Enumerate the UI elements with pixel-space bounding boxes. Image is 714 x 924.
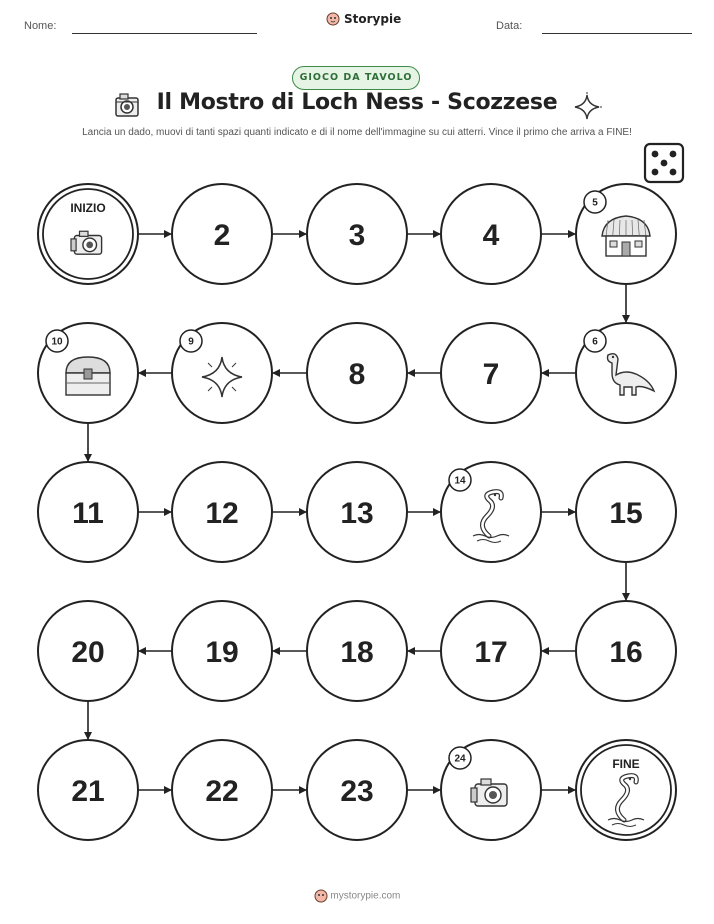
cell-number-badge-label: 5 bbox=[592, 197, 598, 209]
cottage-icon bbox=[602, 216, 650, 256]
board-cell bbox=[576, 184, 676, 284]
board-cell bbox=[307, 462, 407, 562]
footer-url: mystorypie.com bbox=[330, 890, 401, 902]
brand-name: Storypie bbox=[344, 12, 402, 26]
cell-number-badge-label: 14 bbox=[454, 475, 466, 487]
cell-number: 20 bbox=[71, 636, 105, 669]
cell-number: 15 bbox=[609, 497, 643, 530]
cell-number: 3 bbox=[348, 219, 366, 252]
start-label: INIZIO bbox=[70, 201, 106, 215]
cell-number: 11 bbox=[72, 497, 104, 530]
cell-number: 12 bbox=[205, 497, 239, 530]
board-cell bbox=[307, 601, 407, 701]
cell-number: 22 bbox=[205, 775, 239, 808]
board-cell bbox=[172, 462, 272, 562]
sparkle-icon bbox=[202, 357, 242, 397]
cell-number: 8 bbox=[348, 358, 366, 391]
board-cell bbox=[172, 740, 272, 840]
end-cell bbox=[576, 740, 676, 840]
board-cell bbox=[172, 601, 272, 701]
cell-number: 16 bbox=[609, 636, 643, 669]
board-cell bbox=[172, 184, 272, 284]
cell-number: 7 bbox=[482, 358, 500, 391]
board-cell bbox=[576, 462, 676, 562]
category-badge: GIOCO DA TAVOLO bbox=[292, 66, 420, 90]
board-cell bbox=[441, 601, 541, 701]
board-cell bbox=[307, 323, 407, 423]
board-cell bbox=[441, 740, 541, 840]
board-cell bbox=[307, 184, 407, 284]
cell-number-badge-label: 9 bbox=[188, 336, 194, 348]
cell-number-badge-label: 24 bbox=[454, 753, 466, 765]
cell-number: 2 bbox=[213, 219, 231, 252]
cell-number-badge-label: 10 bbox=[51, 336, 63, 348]
page-title: Il Mostro di Loch Ness - Scozzese bbox=[156, 90, 558, 115]
board-cell bbox=[441, 323, 541, 423]
start-cell bbox=[38, 184, 138, 284]
treasure-chest-icon bbox=[66, 357, 110, 395]
cell-number: 17 bbox=[474, 636, 508, 669]
cell-number: 4 bbox=[482, 219, 500, 252]
board-cell bbox=[441, 462, 541, 562]
board-cell bbox=[38, 323, 138, 423]
cell-number: 21 bbox=[71, 775, 105, 808]
instructions: Lancia un dado, muovi di tanti spazi quanti indicato e di il nome dell'immagine su cui atterri. Vince il primo che arriva a FINE! bbox=[82, 127, 632, 138]
board-cell bbox=[441, 184, 541, 284]
board-cell bbox=[38, 740, 138, 840]
cell-number: 13 bbox=[340, 497, 374, 530]
name-label: Nome: bbox=[24, 20, 57, 32]
board-cell bbox=[38, 462, 138, 562]
cell-number-badge-label: 6 bbox=[592, 336, 598, 348]
storypie-logo-icon bbox=[314, 889, 328, 903]
footer bbox=[0, 889, 714, 903]
date-label: Data: bbox=[496, 20, 523, 32]
board-cell bbox=[38, 601, 138, 701]
board-cell bbox=[576, 323, 676, 423]
board-cell bbox=[307, 740, 407, 840]
cell-number: 18 bbox=[340, 636, 374, 669]
end-label: FINE bbox=[612, 757, 640, 771]
board-cell bbox=[172, 323, 272, 423]
board-cell bbox=[576, 601, 676, 701]
cell-number: 23 bbox=[340, 775, 374, 808]
cell-number: 19 bbox=[205, 636, 239, 669]
